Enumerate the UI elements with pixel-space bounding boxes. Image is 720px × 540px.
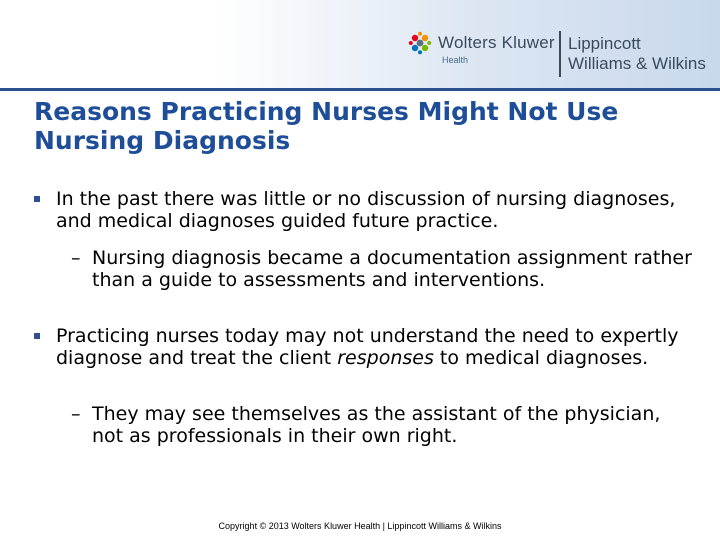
logo-divider (559, 31, 561, 77)
sub-bullet-text: They may see themselves as the assistant of the physician, not as professionals in their own right. (92, 403, 661, 447)
slide-title: Reasons Practicing Nurses Might Not Use Nursing Diagnosis (34, 97, 619, 155)
bullet-marker (34, 196, 40, 202)
sub-bullet-marker: – (71, 403, 81, 425)
publisher-logo (408, 30, 716, 80)
bullet-marker (34, 333, 40, 339)
bullet-text: In the past there was little or no discussion of nursing diagnoses, and medical diagnoses guided future practice. (56, 188, 676, 232)
wolters-kluwer-logo-icon (408, 31, 432, 55)
sub-bullet-marker: – (71, 247, 81, 269)
copyright-footer: Copyright © 2013 Wolters Kluwer Health | Lippincott Williams & Wilkins (218, 521, 502, 531)
logo-imprint (568, 34, 706, 74)
logo-imprint-line2: Williams & Wilkins (568, 54, 706, 73)
bullet-item (56, 325, 696, 369)
sub-bullet-text: Nursing diagnosis became a documentation assignment rather than a guide to assessments and interventions. (92, 247, 692, 291)
bullet-text-part: to medical diagnoses. (433, 347, 649, 369)
sub-bullet-item (71, 247, 697, 291)
bullet-item (56, 188, 696, 232)
logo-imprint-line1: Lippincott (568, 34, 641, 53)
logo-company-name: Wolters Kluwer (438, 33, 555, 52)
header-divider (0, 88, 720, 91)
sub-bullet-item (71, 403, 697, 447)
logo-division-name: Health (442, 55, 469, 65)
bullet-emphasis: responses (337, 347, 434, 369)
bullet-text-part: Practicing nurses today may not understand the need to expertly diagnose and treat the client (56, 325, 679, 369)
